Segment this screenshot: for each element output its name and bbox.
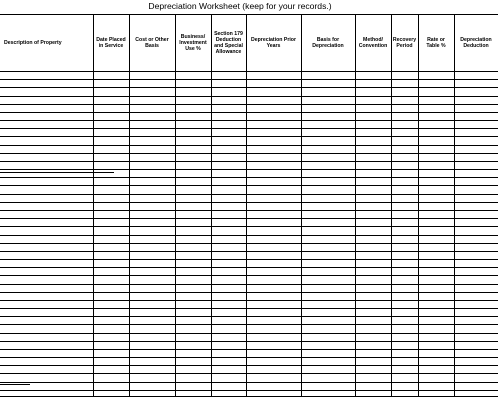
table-row (0, 104, 498, 105)
column-header-date-placed (93, 15, 129, 71)
table-row (0, 218, 498, 219)
column-divider (211, 15, 212, 396)
table-row (0, 96, 498, 97)
row-stub (0, 384, 30, 385)
table-row (0, 169, 498, 170)
table-row (0, 226, 498, 227)
table-row (0, 128, 498, 129)
table-row (0, 243, 498, 244)
column-header-prior-depreciation-label: Depreciation Prior Years (251, 36, 296, 49)
column-divider (246, 15, 247, 396)
column-header-method (355, 15, 391, 71)
table-row (0, 357, 498, 358)
column-divider (454, 15, 455, 396)
table-row (0, 145, 498, 146)
header-rule (0, 71, 498, 72)
table-row (0, 259, 498, 260)
table-row (0, 300, 498, 301)
column-header-business-use (175, 15, 211, 71)
table-row (0, 87, 498, 88)
column-header-method-label: Method/ Convention (358, 36, 388, 49)
column-header-deduction (454, 15, 498, 71)
table-row (0, 316, 498, 317)
table-row (0, 333, 498, 334)
table-row (0, 382, 498, 383)
table-row (0, 308, 498, 309)
table-row (0, 112, 498, 113)
column-divider (355, 15, 356, 396)
table-row (0, 235, 498, 236)
table-row (0, 365, 498, 366)
column-header-description (0, 15, 93, 71)
column-header-prior-depreciation (246, 15, 301, 71)
table-row (0, 267, 498, 268)
column-header-date-placed-label: Date Placed in Service (96, 36, 126, 49)
column-header-rate (418, 15, 454, 71)
table-row (0, 284, 498, 285)
column-header-basis-for-depreciation (301, 15, 355, 71)
table-row (0, 120, 498, 121)
column-header-description-label: Description of Property (4, 39, 62, 46)
worksheet-title: Depreciation Worksheet (keep for your records.) (148, 1, 332, 11)
column-header-recovery-period (391, 15, 418, 71)
table-row (0, 275, 498, 276)
table-row (0, 202, 498, 203)
table-row (0, 194, 498, 195)
table-row (0, 324, 498, 325)
column-divider (93, 15, 94, 396)
column-header-rate-label: Rate or Table % (426, 36, 446, 49)
table-row (0, 349, 498, 350)
table-row (0, 251, 498, 252)
column-divider (175, 15, 176, 396)
column-header-cost-basis (129, 15, 175, 71)
table-row (0, 185, 498, 186)
column-header-deduction-label: Depreciation Deduction (460, 36, 492, 49)
table-row (0, 153, 498, 154)
column-header-section-179-label: Section 179 Deduction and Special Allowance (214, 30, 243, 56)
column-header-section-179 (211, 15, 246, 71)
table-row (0, 161, 498, 162)
column-divider (418, 15, 419, 396)
table-row (0, 373, 498, 374)
table-row (0, 79, 498, 80)
column-header-recovery-period-label: Recovery Period (392, 36, 417, 49)
table-row (0, 341, 498, 342)
column-header-basis-for-depreciation-label: Basis for Depreciation (312, 36, 344, 49)
column-divider (391, 15, 392, 396)
column-header-business-use-label: Business/ Investment Use % (179, 33, 207, 53)
table-row (0, 177, 498, 178)
row-stub (0, 172, 114, 173)
column-divider (301, 15, 302, 396)
table-row (0, 292, 498, 293)
table-row (0, 136, 498, 137)
column-divider (129, 15, 130, 396)
depreciation-table (0, 14, 498, 397)
table-row (0, 390, 498, 391)
column-header-cost-basis-label: Cost or Other Basis (135, 36, 169, 49)
table-row (0, 210, 498, 211)
